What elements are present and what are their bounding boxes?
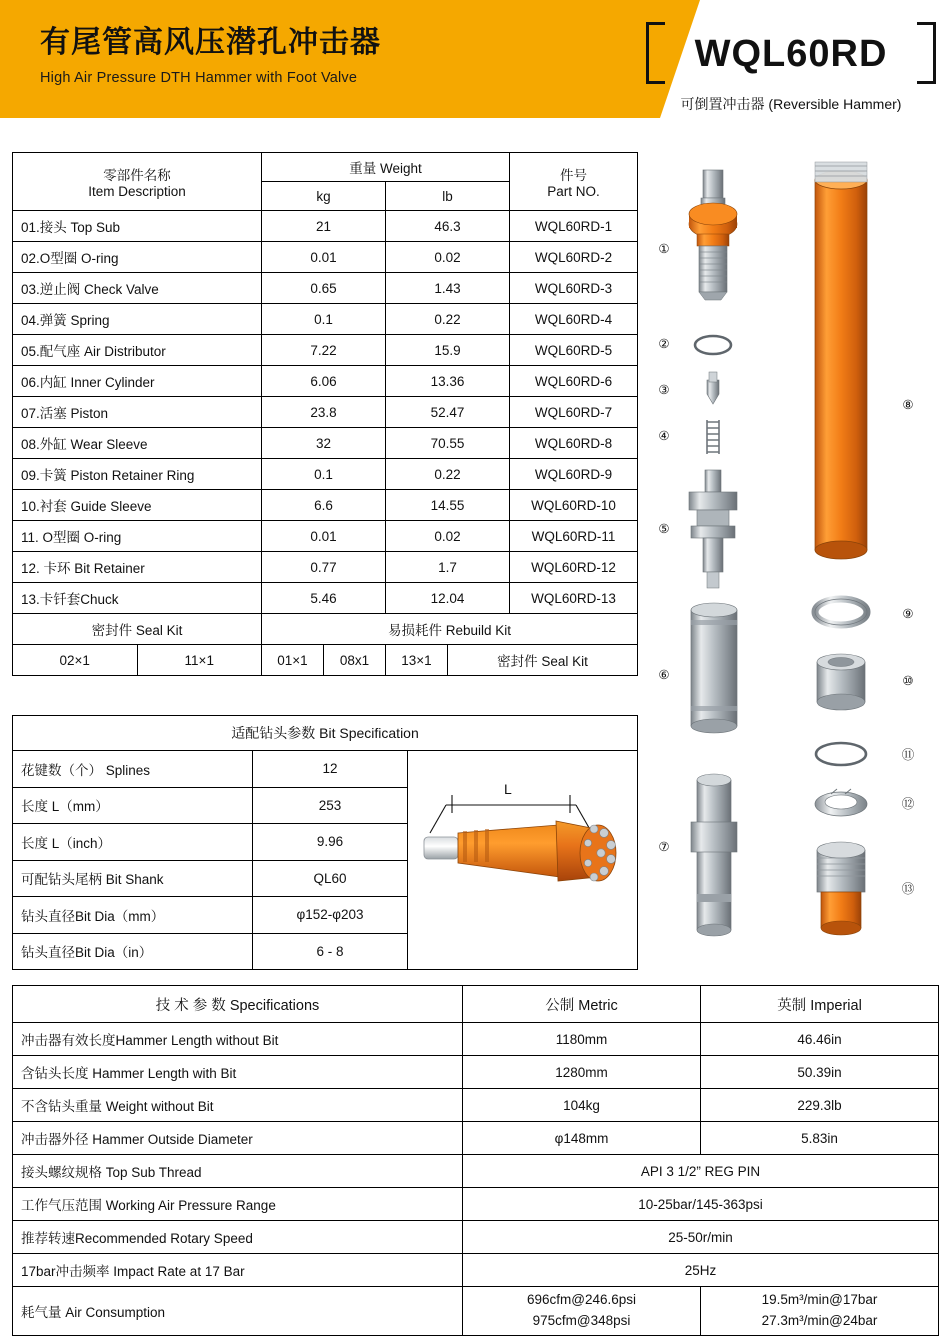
air-consumption-metric <box>463 1287 701 1336</box>
table-row <box>13 428 638 459</box>
spec-imperial: 46.46in <box>701 1023 939 1056</box>
specs-header-metric: 公制 Metric <box>463 986 701 1023</box>
callout-10: ⑩ <box>902 674 914 688</box>
spec-value-merged: 25Hz <box>463 1254 939 1287</box>
part-lb: 13.36 <box>386 366 510 397</box>
spec-metric: 1180mm <box>463 1023 701 1056</box>
parts-table <box>12 152 638 614</box>
header-part-no <box>510 153 638 211</box>
callout-12: ⑫ <box>901 797 915 811</box>
table-row <box>13 273 638 304</box>
part-description: 13.卡钎套Chuck <box>13 583 262 614</box>
part-air-distributor <box>689 470 737 588</box>
part-number: WQL60RD-13 <box>510 583 638 614</box>
part-lb: 15.9 <box>386 335 510 366</box>
spec-value-merged: 10-25bar/145-363psi <box>463 1188 939 1221</box>
part-o-ring-top <box>695 336 731 354</box>
seal-kit-item: 11×1 <box>137 645 262 676</box>
spec-imperial: 5.83in <box>701 1122 939 1155</box>
callout-11: ⑪ <box>901 748 915 762</box>
part-description: 11. O型圈 O-ring <box>13 521 262 552</box>
table-row <box>13 211 638 242</box>
part-kg: 23.8 <box>262 397 386 428</box>
callout-5: ⑤ <box>658 522 670 536</box>
part-kg: 21 <box>262 211 386 242</box>
air-consumption-imperial-line1: 19.5m³/min@17bar <box>761 1292 878 1307</box>
specifications-table <box>12 985 939 1336</box>
callout-13: ⑬ <box>901 882 915 896</box>
header-partno-cn: 件号 <box>560 168 587 183</box>
header-lb: lb <box>386 182 510 211</box>
bit-spec-value: QL60 <box>253 860 408 897</box>
callout-7: ⑦ <box>658 840 670 854</box>
spec-imperial: 229.3lb <box>701 1089 939 1122</box>
header-item-description <box>13 153 262 211</box>
table-row <box>13 1155 939 1188</box>
part-description: 03.逆止阀 Check Valve <box>13 273 262 304</box>
part-kg: 0.01 <box>262 521 386 552</box>
part-number: WQL60RD-7 <box>510 397 638 428</box>
specs-header-imperial: 英制 Imperial <box>701 986 939 1023</box>
table-row <box>13 304 638 335</box>
header-item-en: Item Description <box>88 184 186 199</box>
rebuild-kit-item: 01×1 <box>262 645 324 676</box>
bit-spec-value: φ152-φ203 <box>253 897 408 934</box>
part-lb: 0.02 <box>386 242 510 273</box>
header-partno-en: Part NO. <box>547 184 600 199</box>
specs-header-row <box>13 986 939 1023</box>
seal-kit-item: 02×1 <box>13 645 138 676</box>
part-number: WQL60RD-6 <box>510 366 638 397</box>
callout-3: ③ <box>658 383 670 397</box>
header-title-group <box>40 26 381 86</box>
spec-label: 17bar冲击频率 Impact Rate at 17 Bar <box>13 1254 463 1287</box>
rebuild-kit-item: 13×1 <box>386 645 448 676</box>
callout-8: ⑧ <box>902 398 914 412</box>
table-row <box>13 521 638 552</box>
spec-metric: φ148mm <box>463 1122 701 1155</box>
part-lb: 14.55 <box>386 490 510 521</box>
callout-6: ⑥ <box>658 668 670 682</box>
table-row <box>13 1221 939 1254</box>
table-row <box>13 1122 939 1155</box>
page-title: 有尾管高风压潜孔冲击器 <box>40 26 381 59</box>
part-number: WQL60RD-12 <box>510 552 638 583</box>
part-kg: 6.06 <box>262 366 386 397</box>
spec-label: 含钻头长度 Hammer Length with Bit <box>13 1056 463 1089</box>
specifications-container <box>12 985 938 1336</box>
spec-label: 不含钻头重量 Weight without Bit <box>13 1089 463 1122</box>
part-check-valve <box>707 372 719 404</box>
bit-spec-container <box>12 715 637 970</box>
air-consumption-metric-line1: 696cfm@246.6psi <box>526 1292 636 1307</box>
part-kg: 0.1 <box>262 459 386 490</box>
part-description: 05.配气座 Air Distributor <box>13 335 262 366</box>
dimension-label: L <box>504 781 512 797</box>
part-inner-cylinder <box>691 603 737 733</box>
part-number: WQL60RD-3 <box>510 273 638 304</box>
part-number: WQL60RD-4 <box>510 304 638 335</box>
kits-value-row <box>13 645 638 676</box>
table-row <box>13 751 638 788</box>
part-number: WQL60RD-8 <box>510 428 638 459</box>
part-kg: 0.1 <box>262 304 386 335</box>
part-description: 04.弹簧 Spring <box>13 304 262 335</box>
part-lb: 0.22 <box>386 304 510 335</box>
part-kg: 6.6 <box>262 490 386 521</box>
table-row <box>13 1023 939 1056</box>
table-row <box>13 1056 939 1089</box>
table-row <box>13 552 638 583</box>
part-description: 08.外缸 Wear Sleeve <box>13 428 262 459</box>
bracket-left-icon <box>646 22 665 84</box>
part-number: WQL60RD-1 <box>510 211 638 242</box>
callout-2: ② <box>658 337 670 351</box>
part-spring <box>707 420 719 454</box>
table-row <box>13 1188 939 1221</box>
spec-label: 冲击器有效长度Hammer Length without Bit <box>13 1023 463 1056</box>
model-badge <box>646 22 936 84</box>
page-header <box>0 0 950 118</box>
part-bit-retainer <box>815 789 867 816</box>
table-row <box>13 1254 939 1287</box>
part-lb: 0.22 <box>386 459 510 490</box>
model-name: WQL60RD <box>694 33 888 75</box>
kits-table <box>12 613 638 676</box>
spec-label: 工作气压范围 Working Air Pressure Range <box>13 1188 463 1221</box>
bit-spec-label: 花键数（个） Splines <box>13 751 253 788</box>
hammer-parts-svg <box>645 150 945 960</box>
parts-table-container <box>12 152 637 676</box>
bit-spec-table <box>12 715 638 970</box>
part-wear-sleeve <box>815 162 867 559</box>
specs-header-title: 技 术 参 数 Specifications <box>13 986 463 1023</box>
part-lb: 70.55 <box>386 428 510 459</box>
bit-spec-label: 可配钻头尾柄 Bit Shank <box>13 860 253 897</box>
part-o-ring-bottom <box>816 743 866 765</box>
exploded-parts-diagram <box>645 150 945 960</box>
spec-value-merged: API 3 1/2” REG PIN <box>463 1155 939 1188</box>
part-kg: 0.77 <box>262 552 386 583</box>
spec-imperial: 50.39in <box>701 1056 939 1089</box>
part-guide-sleeve <box>817 654 865 710</box>
bit-spec-value: 12 <box>253 751 408 788</box>
part-number: WQL60RD-11 <box>510 521 638 552</box>
seal-kit-header: 密封件 Seal Kit <box>13 614 262 645</box>
table-row <box>13 242 638 273</box>
table-row <box>13 1089 939 1122</box>
callout-1: ① <box>658 242 670 256</box>
bit-spec-label: 长度 L（inch） <box>13 824 253 861</box>
rebuild-kit-header: 易损耗件 Rebuild Kit <box>262 614 638 645</box>
table-header-row <box>13 153 638 182</box>
part-description: 07.活塞 Piston <box>13 397 262 428</box>
bit-spec-value: 253 <box>253 787 408 824</box>
bit-spec-value: 9.96 <box>253 824 408 861</box>
part-number: WQL60RD-5 <box>510 335 638 366</box>
part-kg: 0.65 <box>262 273 386 304</box>
part-kg: 5.46 <box>262 583 386 614</box>
bit-spec-header-row <box>13 716 638 751</box>
page-subtitle: High Air Pressure DTH Hammer with Foot Valve <box>40 69 358 86</box>
air-consumption-imperial-line2: 27.3m³/min@24bar <box>761 1312 878 1328</box>
part-kg: 0.01 <box>262 242 386 273</box>
table-row <box>13 1287 939 1336</box>
part-description: 10.衬套 Guide Sleeve <box>13 490 262 521</box>
part-description: 02.O型圈 O-ring <box>13 242 262 273</box>
part-description: 01.接头 Top Sub <box>13 211 262 242</box>
table-row <box>13 490 638 521</box>
table-row <box>13 459 638 490</box>
bit-image-cell <box>408 751 638 970</box>
spec-metric: 104kg <box>463 1089 701 1122</box>
part-number: WQL60RD-10 <box>510 490 638 521</box>
spec-label: 冲击器外径 Hammer Outside Diameter <box>13 1122 463 1155</box>
bit-spec-value: 6 - 8 <box>253 933 408 970</box>
bit-spec-label: 钻头直径Bit Dia（in） <box>13 933 253 970</box>
part-lb: 52.47 <box>386 397 510 428</box>
callout-9: ⑨ <box>902 607 914 621</box>
table-row <box>13 397 638 428</box>
model-sub-label: 可倒置冲击器 (Reversible Hammer) <box>680 96 902 112</box>
bracket-right-icon <box>917 22 936 84</box>
table-row <box>13 335 638 366</box>
part-number: WQL60RD-2 <box>510 242 638 273</box>
part-kg: 7.22 <box>262 335 386 366</box>
header-weight: 重量 Weight <box>262 153 510 182</box>
part-lb: 1.7 <box>386 552 510 583</box>
kits-header-row <box>13 614 638 645</box>
air-consumption-label: 耗气量 Air Consumption <box>13 1287 463 1336</box>
bit-spec-label: 钻头直径Bit Dia（mm） <box>13 897 253 934</box>
table-row <box>13 583 638 614</box>
air-consumption-metric-line2: 975cfm@348psi <box>532 1312 631 1328</box>
part-lb: 12.04 <box>386 583 510 614</box>
part-piston-retainer-ring <box>815 599 867 625</box>
part-number: WQL60RD-9 <box>510 459 638 490</box>
model-group <box>646 22 936 114</box>
bit-spec-title: 适配钻头参数 Bit Specification <box>13 716 638 751</box>
header-kg: kg <box>262 182 386 211</box>
header-item-cn: 零部件名称 <box>103 168 171 183</box>
part-piston <box>691 774 737 936</box>
spec-label: 推荐转速Recommended Rotary Speed <box>13 1221 463 1254</box>
rebuild-kit-item: 密封件 Seal Kit <box>448 645 638 676</box>
part-description: 06.内缸 Inner Cylinder <box>13 366 262 397</box>
callout-4: ④ <box>658 429 670 443</box>
part-chuck <box>817 842 865 935</box>
bit-spec-label: 长度 L（mm） <box>13 787 253 824</box>
spec-metric: 1280mm <box>463 1056 701 1089</box>
part-lb: 0.02 <box>386 521 510 552</box>
part-lb: 46.3 <box>386 211 510 242</box>
part-description: 09.卡簧 Piston Retainer Ring <box>13 459 262 490</box>
spec-label: 接头螺纹规格 Top Sub Thread <box>13 1155 463 1188</box>
part-kg: 32 <box>262 428 386 459</box>
air-consumption-imperial <box>701 1287 939 1336</box>
drill-bit-illustration <box>408 751 638 936</box>
part-description: 12. 卡环 Bit Retainer <box>13 552 262 583</box>
rebuild-kit-item: 08x1 <box>324 645 386 676</box>
part-top-sub <box>689 170 737 300</box>
spec-value-merged: 25-50r/min <box>463 1221 939 1254</box>
part-lb: 1.43 <box>386 273 510 304</box>
table-row <box>13 366 638 397</box>
